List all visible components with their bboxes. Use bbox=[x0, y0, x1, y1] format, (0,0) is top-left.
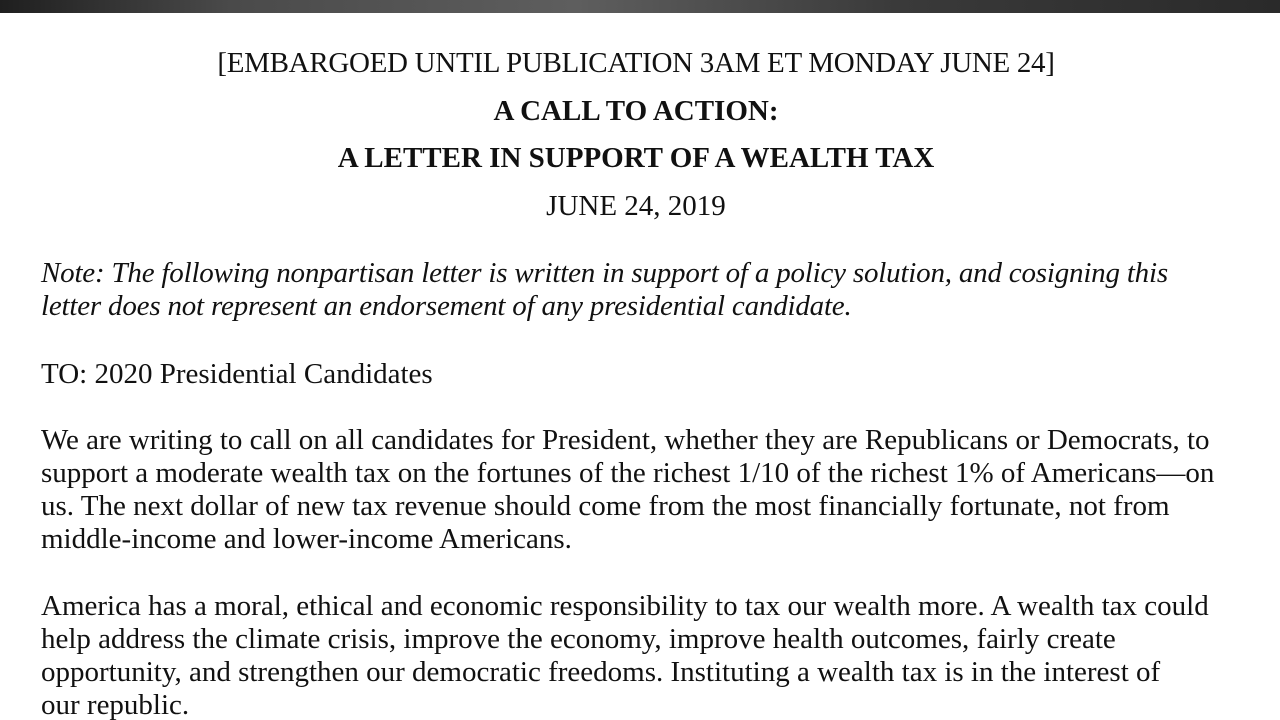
embargo-notice: [EMBARGOED UNTIL PUBLICATION 3AM ET MONDAY JUNE 24] bbox=[217, 47, 1055, 79]
recipient-text: TO: 2020 Presidential Candidates bbox=[41, 358, 433, 390]
title-line-2: A LETTER IN SUPPORT OF A WEALTH TAX bbox=[337, 142, 935, 174]
paragraph-line: support a moderate wealth tax on the fortunes of the richest 1/10 of the richest 1% of Americans—on bbox=[41, 457, 1215, 489]
note-line: letter does not represent an endorsement of any presidential candidate. bbox=[41, 290, 852, 322]
paragraph-line: help address the climate crisis, improve the economy, improve health outcomes, fairly create bbox=[41, 623, 1116, 655]
title-line-1: A CALL TO ACTION: bbox=[493, 95, 779, 127]
paragraph-1 bbox=[41, 424, 1241, 556]
note-line: Note: The following nonpartisan letter is written in support of a policy solution, and cosigning this bbox=[41, 257, 1168, 289]
paragraph-line: We are writing to call on all candidates for President, whether they are Republicans or Democrats, to bbox=[41, 424, 1210, 456]
paragraph-line: us. The next dollar of new tax revenue should come from the most financially fortunate, not from bbox=[41, 490, 1170, 522]
recipient-line bbox=[41, 358, 1241, 391]
paragraph-line: opportunity, and strengthen our democratic freedoms. Instituting a wealth tax is in the interest of bbox=[41, 656, 1161, 688]
letter-date: JUNE 24, 2019 bbox=[546, 190, 726, 222]
paragraph-2 bbox=[41, 590, 1241, 720]
paragraph-line: middle-income and lower-income Americans. bbox=[41, 523, 572, 555]
nonpartisan-note bbox=[41, 257, 1241, 323]
paragraph-line: our republic. bbox=[41, 689, 190, 720]
paragraph-line: America has a moral, ethical and economic responsibility to tax our wealth more. A wealth tax could bbox=[41, 590, 1209, 622]
